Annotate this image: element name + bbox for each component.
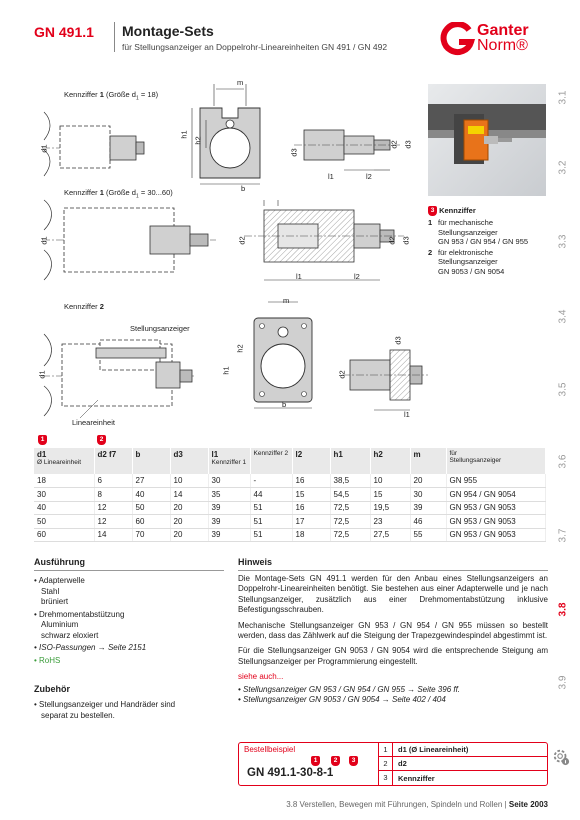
- dim-d2-kz1-small: d2: [389, 140, 399, 149]
- col-header-h2: h2: [370, 448, 410, 474]
- dim-d3b-kz1-small: d3: [403, 140, 413, 149]
- bestellbeispiel-box: [238, 742, 548, 786]
- col-header-d1: d1 Ø Lineareinheit: [34, 448, 94, 474]
- link-stellungsanzeiger-elek[interactable]: • Stellungsanzeiger GN 9053 / GN 9054 → Seite 402 / 404: [238, 695, 446, 705]
- bestellbeispiel-left: [239, 743, 379, 785]
- kz1-small-front-view: [190, 80, 280, 192]
- kz1-large-label: Kennziffer 1 (Größe $d_1 = 30...60$): [64, 188, 173, 200]
- bestellbeispiel-code: GN 491.1-30-8-1: [247, 767, 334, 779]
- dim-h2-kz2: h2: [235, 344, 245, 353]
- page-footer: 3.8 Verstellen, Bewegen mit Führungen, Spindeln und Rollen | Seite 2003: [286, 800, 548, 809]
- dim-b-kz1-small: b: [241, 184, 246, 193]
- ganter-logo-icon: [439, 22, 475, 56]
- product-photo: [428, 84, 546, 196]
- hinweis-text: Die Montage-Sets GN 491.1 werden für den Anbau eines Stellungsanzeigers an Doppelrohr-Lineareinheiten benötigt. Sie bestehen aus einer Adapterwelle und je nach Stellungsanzeiger, zusätzlich aus einer Drehmomentabstützung inklusive Befestigungsschrauben. Mechanische Stellungsanzeiger GN 953 / GN 954 / GN 955 müssen so bestellt werden, dass das Zählwerk auf die Steigung der Trapezgewindespindel abgestimmt ist. Für die Stellungsanzeiger GN 9053 / GN 9054 wird die entsprechende Steigung am Stellungsanzeiger per Programmierung eingestellt. siehe auch... • Stellungsanzeiger GN 953 / GN 954 / GN 955 → Seite 396 ff. • Stellungsanzeiger GN 9053 / GN 9054 → Seite 402 / 404: [238, 574, 548, 705]
- table-row: 30 8 40 14 35 44 15 54,5 15 30 GN 954 / GN 9054: [34, 488, 546, 502]
- rohs-badge: • RoHS: [34, 655, 61, 665]
- footer-section: 3.8 Verstellen, Bewegen mit Führungen, Spindeln und Rollen: [286, 800, 503, 809]
- col-header-d3: d3: [170, 448, 208, 474]
- dim-m-kz1-small: m: [237, 78, 244, 87]
- col-header-b: b: [132, 448, 170, 474]
- col-header-stellungsanzeiger: für Stellungsanzeiger: [446, 448, 546, 474]
- kennziffer-legend: [428, 206, 548, 277]
- kz1-small-shaft-section: [290, 116, 410, 186]
- dim-h1-kz1-small: h1: [179, 130, 189, 139]
- col-header-h1: h1: [330, 448, 370, 474]
- stellungsanzeiger-label: Stellungsanzeiger: [130, 324, 190, 333]
- badge-2: 2: [331, 756, 340, 766]
- lineareinheit-label: Lineareinheit: [72, 418, 115, 427]
- kennziffer-item: 1 für mechanische Stellungsanzeiger GN 953 / GN 954 / GN 955: [428, 218, 529, 247]
- table-row: 50 12 60 20 39 51 17 72,5 23 46 GN 953 / GN 9053: [34, 515, 546, 529]
- product-photo-image: [428, 84, 546, 196]
- dim-d2-kz1-large: d2: [237, 236, 247, 245]
- kz1-small-label: Kennziffer 1 (Größe $d_1 = 18$): [64, 90, 159, 102]
- badge-1: 1: [311, 756, 320, 766]
- side-nav-3-6[interactable]: 3.6: [557, 454, 569, 469]
- dim-d1-kz1-small: d1: [39, 144, 49, 153]
- ausfuehrung-list: [34, 576, 234, 668]
- page-subtitle: für Stellungsanzeiger an Doppelrohr-Lineareinheiten GN 491 / GN 492: [122, 42, 388, 52]
- kennziffer-title: 3 Kennziffer: [428, 206, 548, 216]
- side-nav-3-7[interactable]: 3.7: [557, 528, 569, 543]
- dim-m-kz2: m: [283, 296, 290, 305]
- siehe-auch: siehe auch...: [238, 672, 284, 682]
- kz2-side-view: [37, 330, 200, 420]
- col-header-l1-kz1: l1 Kennziffer 1: [208, 448, 250, 474]
- kz2-shaft-section: [337, 336, 430, 416]
- side-nav-3-5[interactable]: 3.5: [557, 382, 569, 397]
- col-header-d2: d2 f7: [94, 448, 132, 474]
- iso-link[interactable]: • ISO-Passungen → Seite 2151: [34, 643, 147, 652]
- kennziffer-item: 2 für elektronische Stellungsanzeiger GN 9053 / GN 9054: [428, 247, 505, 276]
- col-header-l2: l2: [292, 448, 330, 474]
- dim-b-kz2: b: [282, 400, 287, 409]
- hinweis-title: Hinweis: [238, 557, 273, 567]
- kz2-front-view: [235, 298, 328, 416]
- bestellbeispiel-row: 2 d2: [379, 757, 547, 771]
- side-nav-3-4[interactable]: 3.4: [557, 309, 569, 324]
- dim-d1-kz2: d1: [37, 370, 47, 379]
- kz1-large-shaft-section: [238, 196, 408, 296]
- kz1-large-side-view: [40, 198, 220, 282]
- ausfuehrung-divider: [34, 570, 224, 571]
- col-header-l1-kz2: Kennziffer 2: [250, 448, 292, 474]
- table-row: 40 12 50 20 39 51 16 72,5 19,5 39 GN 953 / GN 9053: [34, 501, 546, 515]
- bestellbeispiel-row: 3 Kennziffer: [379, 771, 547, 785]
- ausfuehrung-title: Ausführung: [34, 557, 85, 567]
- dim-l1-kz2: l1: [404, 410, 410, 419]
- dim-d3-kz1-small: d3: [289, 148, 299, 157]
- kz2-label: Kennziffer 2: [64, 302, 104, 311]
- side-nav-3-1[interactable]: 3.1: [557, 90, 569, 105]
- dim-d1-kz1-large: d1: [39, 236, 49, 245]
- side-nav-3-9[interactable]: 3.9: [557, 675, 569, 690]
- logo-text-ganter: Ganter: [477, 22, 529, 39]
- zubehoer-title: Zubehör: [34, 684, 70, 694]
- gear-info-icon[interactable]: [552, 748, 570, 766]
- kz1-small-side-view: [40, 100, 150, 180]
- page-header: [34, 22, 554, 62]
- dim-d2b-kz1-large: d2: [387, 236, 397, 245]
- zubehoer-text: • Stellungsanzeiger und Handräder sind separat zu bestellen.: [34, 700, 176, 720]
- product-code: GN 491.1: [34, 24, 94, 40]
- page-number: Seite 2003: [508, 800, 548, 809]
- dim-l2-kz1-large: l2: [354, 272, 360, 281]
- table-row: 60 14 70 20 39 51 18 72,5 27,5 55 GN 953 / GN 9053: [34, 528, 546, 542]
- spec-table: [34, 448, 546, 542]
- badge-2: 2: [97, 435, 106, 445]
- header-divider: [114, 22, 115, 52]
- badge-3: 3: [349, 756, 358, 766]
- badge-3: 3: [428, 206, 437, 216]
- table-row: 18 6 27 10 30 - 16 38,5 10 20 GN 955: [34, 474, 546, 488]
- link-stellungsanzeiger-mech[interactable]: • Stellungsanzeiger GN 953 / GN 954 / GN 955 → Seite 396 ff.: [238, 684, 461, 694]
- dim-h1-kz2: h1: [221, 366, 231, 375]
- hinweis-divider: [238, 570, 548, 571]
- table-header-row: [34, 448, 546, 474]
- page-title: Montage-Sets: [122, 23, 214, 39]
- dim-l2-kz1-small: l2: [366, 172, 372, 181]
- side-nav-3-2[interactable]: 3.2: [557, 160, 569, 175]
- logo-text-norm: Norm®: [477, 37, 528, 54]
- list-item: • Adapterwelle Stahl brüniert: [34, 576, 85, 606]
- dim-h2-kz1-small: h2: [193, 136, 203, 145]
- dim-d3-kz2: d3: [393, 336, 403, 345]
- dim-d3-kz1-large: d3: [401, 236, 411, 245]
- bestellbeispiel-label: Bestellbeispiel: [244, 745, 296, 754]
- bestellbeispiel-row: 1 d1 (Ø Lineareinheit): [379, 743, 547, 757]
- side-nav-3-8-active[interactable]: 3.8: [557, 602, 569, 617]
- badge-1: 1: [38, 435, 47, 445]
- col-header-m: m: [410, 448, 446, 474]
- side-nav-3-3[interactable]: 3.3: [557, 234, 569, 249]
- ganter-logo: [439, 22, 551, 56]
- list-item: • Drehmomentabstützung Aluminium schwarz eloxiert: [34, 609, 125, 640]
- dim-d2-kz2: d2: [337, 370, 347, 379]
- bestellbeispiel-rows: [379, 743, 547, 785]
- dim-l1-kz1-large: l1: [296, 272, 302, 281]
- dim-l1-kz1-small: l1: [328, 172, 334, 181]
